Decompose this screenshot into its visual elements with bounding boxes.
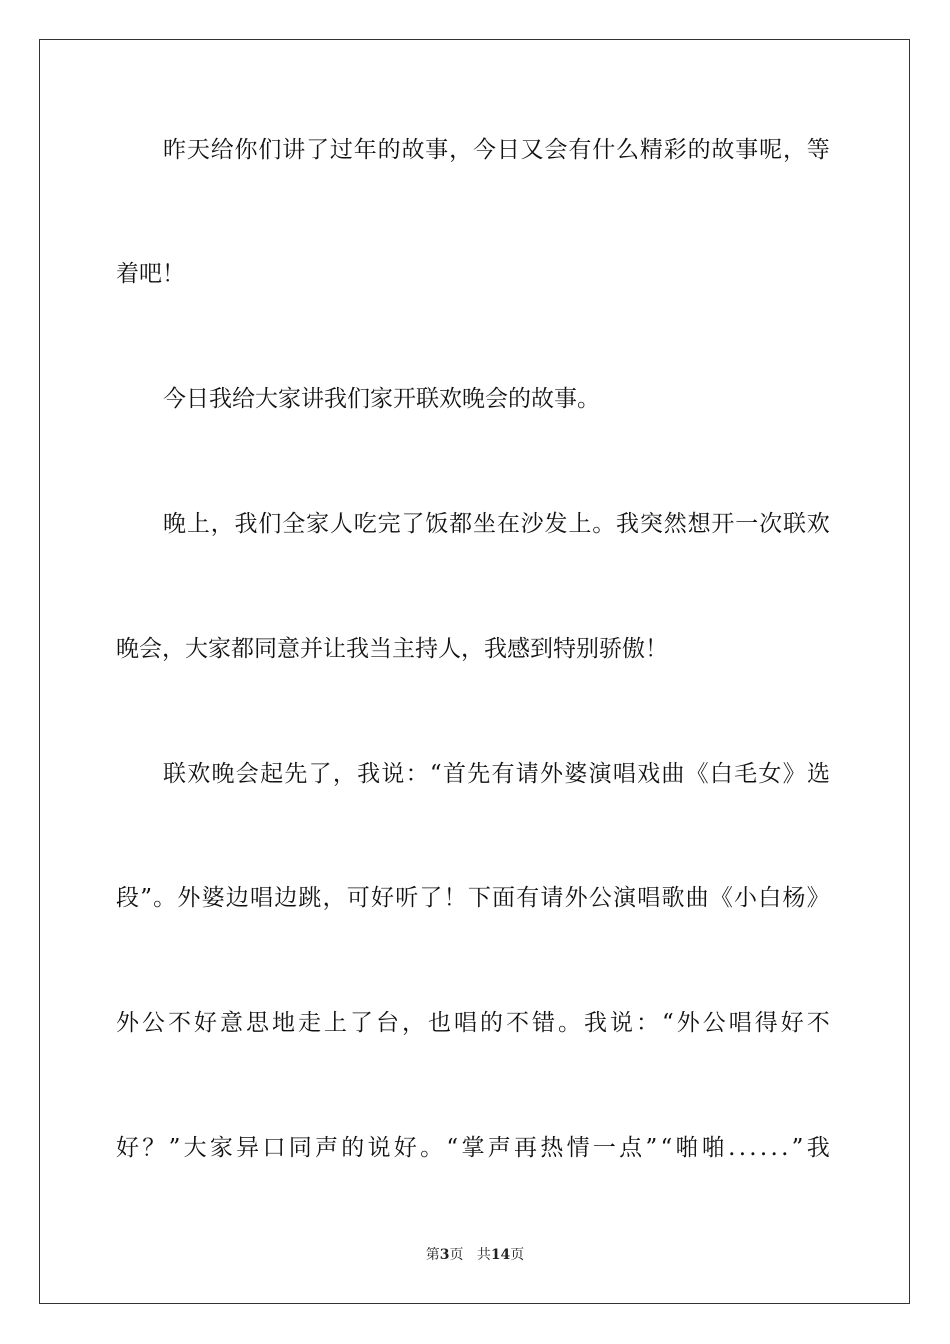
text-line-1: 昨 天 给 你 们 讲 了 过 年 的 故 事 ， 今 日 又 会 有 什 么 精 彩 的 故 事 呢 ， 等 <box>163 137 830 163</box>
footer-total-prefix: 共 <box>476 1247 491 1263</box>
page-border <box>39 39 910 1304</box>
text-line-6: 联 欢 晚 会 起 先 了 ， 我 说 ： “ 首 先 有 请 外 婆 演 唱 戏 曲 《 白 毛 女 》 选 <box>163 761 830 787</box>
footer-total-suffix: 页 <box>510 1247 525 1263</box>
footer-page-current: 3 <box>439 1247 450 1263</box>
text-line-7: 段 ” 。 外 婆 边 唱 边 跳 ， 可 好 听 了 ！ 下 面 有 请 外 公 演 唱 歌 曲 《 小 白 杨 》 <box>116 885 830 911</box>
text-line-3: 今日我给大家讲我们家开联欢晚会的故事。 <box>163 386 600 412</box>
footer-page-total: 14 <box>490 1247 511 1263</box>
text-line-2: 着吧！ <box>116 261 185 287</box>
text-line-9: 好 ？ ” 大 家 异 口 同 声 的 说 好 。 “ 掌 声 再 热 情 一 点 ” “ 啪 啪 . . . . . . ” 我 <box>116 1135 830 1161</box>
text-line-8: 外 公 不 好 意 思 地 走 上 了 台 ， 也 唱 的 不 错 。 我 说 ： “ 外 公 唱 得 好 不 <box>116 1010 830 1036</box>
text-line-4: 晚 上 ， 我 们 全 家 人 吃 完 了 饭 都 坐 在 沙 发 上 。 我 突 然 想 开 一 次 联 欢 <box>163 511 830 537</box>
footer-page-prefix: 第 <box>425 1247 440 1263</box>
footer-page-suffix: 页 <box>449 1247 464 1263</box>
text-line-5: 晚会，大家都同意并让我当主持人，我感到特别骄傲！ <box>116 636 668 662</box>
page-footer <box>0 1246 950 1264</box>
